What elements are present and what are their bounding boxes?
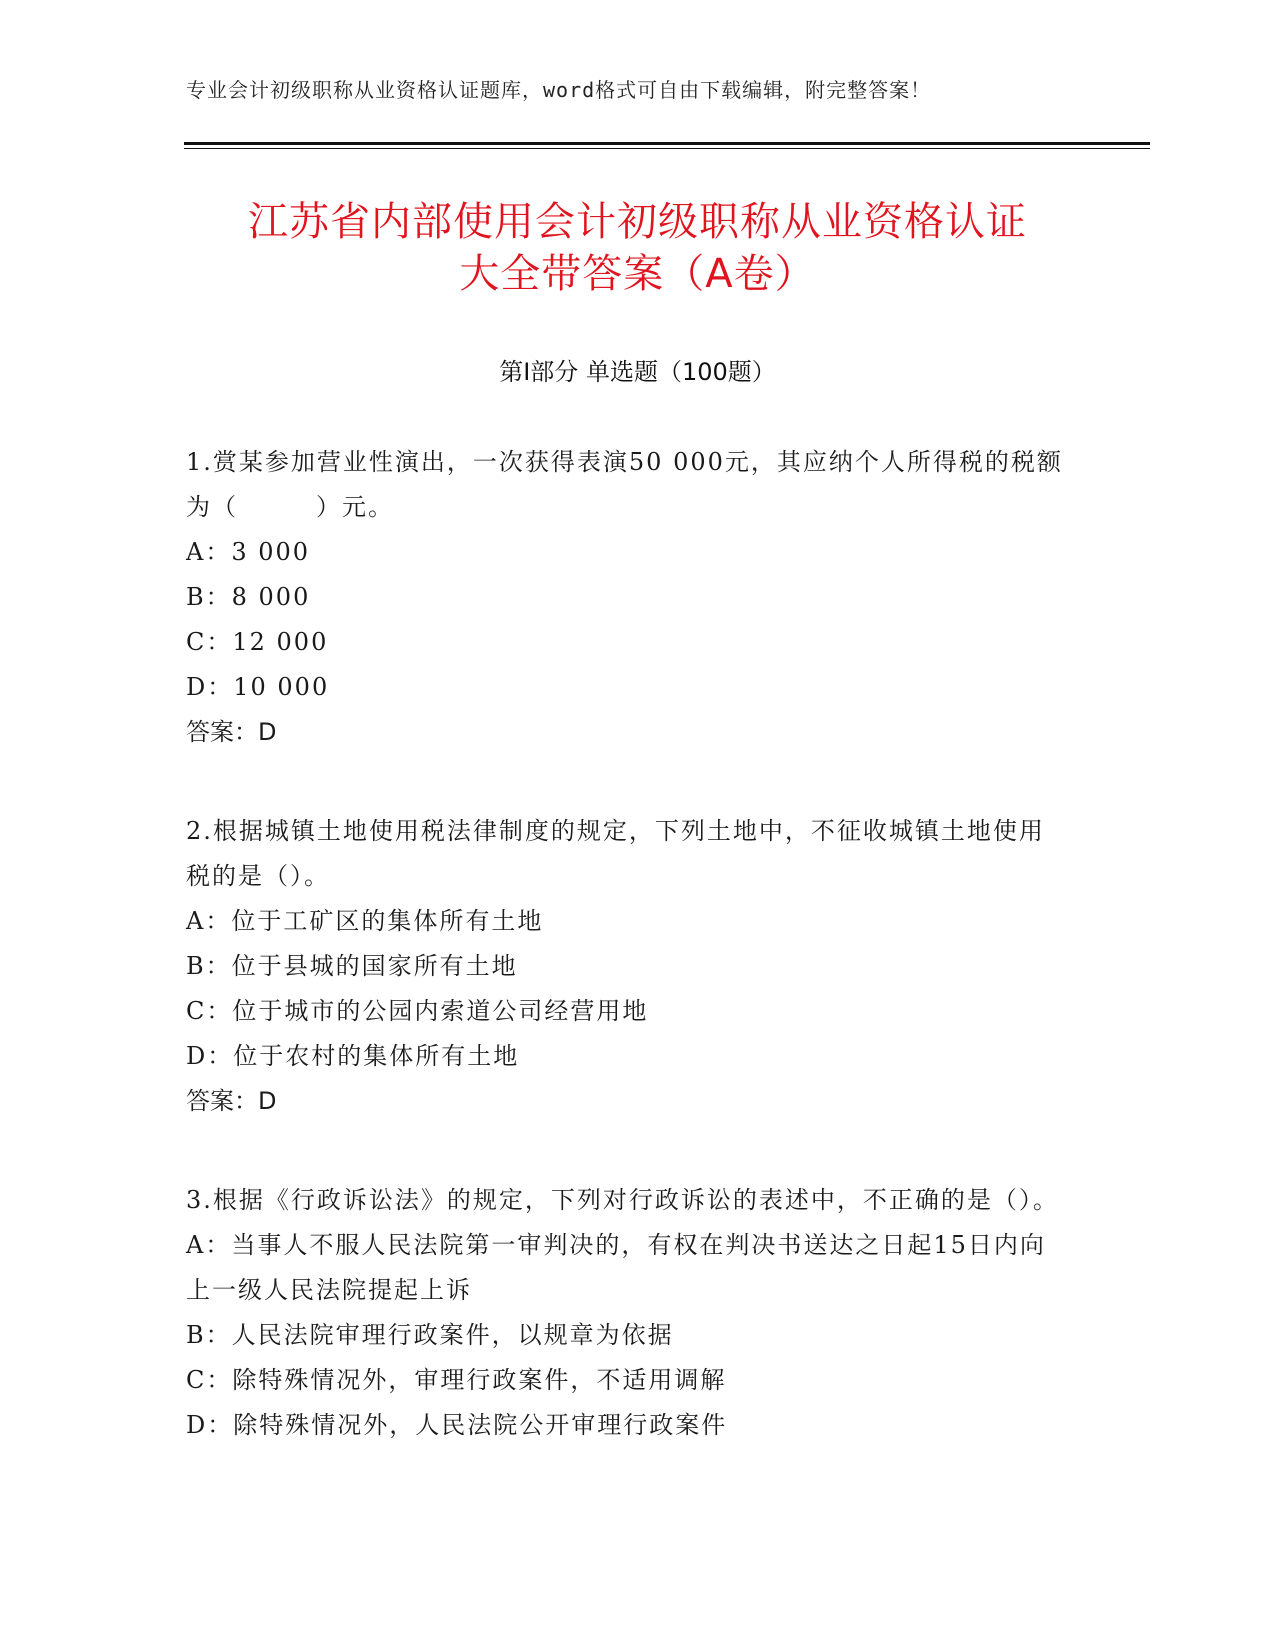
option-c: C：12 000 — [186, 628, 329, 656]
question-2 — [186, 809, 1066, 1124]
question-list — [186, 440, 1066, 1502]
document-title-line-2: 大全带答案（A卷） — [459, 251, 816, 297]
header-divider-thin — [184, 148, 1150, 149]
option-b: B：人民法院审理行政案件，以规章为依据 — [186, 1321, 674, 1349]
option-a: A：3 000 — [186, 538, 311, 566]
question-3 — [186, 1178, 1066, 1448]
question-1 — [186, 440, 1066, 755]
option-d: D：位于农村的集体所有土地 — [186, 1042, 520, 1070]
option-d: D：除特殊情况外，人民法院公开审理行政案件 — [186, 1411, 728, 1439]
option-b: B：位于县城的国家所有土地 — [186, 952, 518, 980]
option-b: B：8 000 — [186, 583, 311, 611]
question-stem: 2.根据城镇土地使用税法律制度的规定，下列土地中，不征收城镇土地使用税的是（）。 — [186, 817, 1045, 890]
document-title — [140, 196, 1135, 300]
header-note: 专业会计初级职称从业资格认证题库，word格式可自由下载编辑，附完整答案！ — [186, 78, 932, 102]
header-divider-thick — [184, 142, 1150, 145]
section-heading: 第Ⅰ部分 单选题（100题） — [499, 358, 776, 386]
question-stem: 1.赏某参加营业性演出，一次获得表演50 000元，其应纳个人所得税的税额为（ ）元。 — [186, 448, 1063, 521]
answer-line: 答案：D — [186, 1087, 277, 1115]
option-a: A：当事人不服人民法院第一审判决的，有权在判决书送达之日起15日内向上一级人民法院提起上诉 — [186, 1231, 1046, 1304]
option-d: D：10 000 — [186, 673, 330, 701]
answer-line: 答案：D — [186, 718, 277, 746]
option-c: C：位于城市的公园内索道公司经营用地 — [186, 997, 649, 1025]
document-title-line-1: 江苏省内部使用会计初级职称从业资格认证 — [248, 199, 1027, 245]
option-c: C：除特殊情况外，审理行政案件，不适用调解 — [186, 1366, 727, 1394]
question-stem: 3.根据《行政诉讼法》的规定，下列对行政诉讼的表述中，不正确的是（）。 — [186, 1186, 1059, 1214]
option-a: A：位于工矿区的集体所有土地 — [186, 907, 544, 935]
